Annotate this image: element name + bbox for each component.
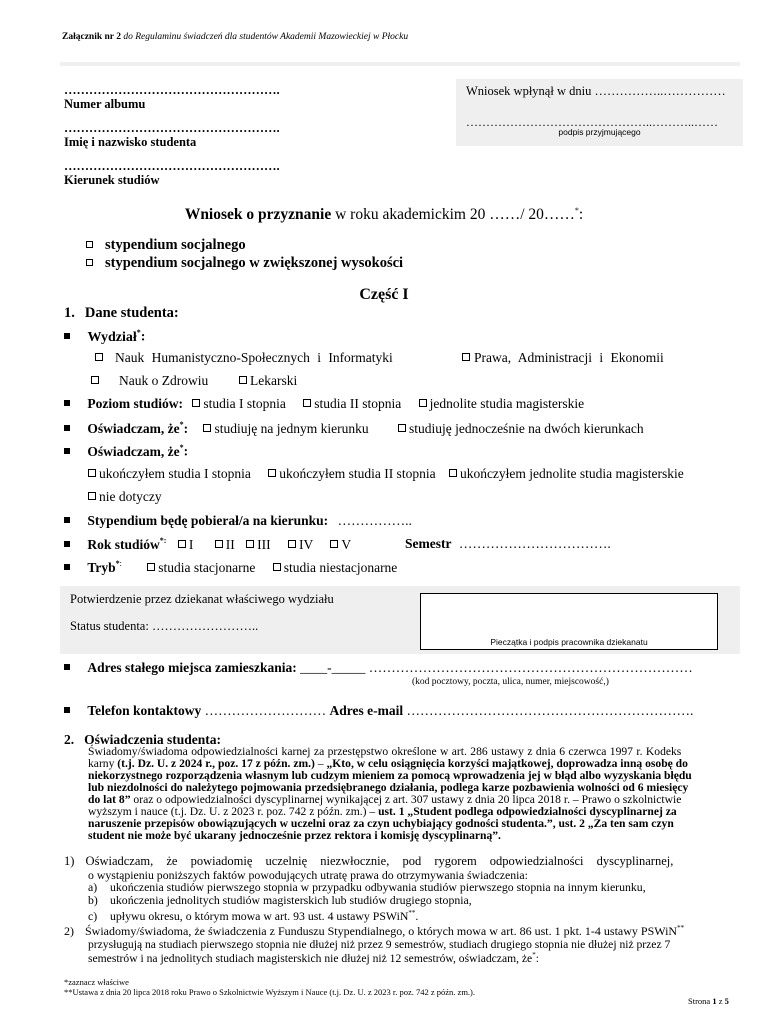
declaration-study-option[interactable] (398, 421, 644, 436)
declaration-completed-colon: : (183, 443, 189, 459)
checkbox-icon[interactable] (86, 241, 93, 248)
declaration-study-colon: : (183, 420, 189, 436)
study-mode-option-label: studia stacjonarne (158, 559, 256, 575)
study-year-footnote-mark: * (159, 536, 164, 545)
header-regulation-title: do Regulaminu świadczeń dla studentów Akademii Mazowieckiej w Płocku (120, 32, 409, 42)
email-label: Adres e-mail (329, 703, 404, 718)
study-year-option[interactable] (215, 537, 235, 552)
statement-line: Świadomy/świadoma odpowiedzialności karnej za przestępstwo określone w art. 286 ustawy z dnia 6 czerwca 1997 r. Kodeks (88, 745, 682, 758)
checkbox-icon[interactable] (273, 563, 281, 571)
scholarship-field-row (64, 513, 412, 529)
checkbox-icon[interactable] (303, 399, 311, 407)
page-number-prefix: Strona (688, 996, 713, 1006)
completed-option[interactable] (449, 466, 684, 481)
faculty-colon: : (140, 329, 146, 345)
completed-option[interactable] (88, 466, 251, 481)
faculty-option-label: Prawa, Administracji i Ekonomii (474, 350, 664, 365)
study-year-option-label: V (341, 536, 352, 552)
study-mode-colon: : (119, 559, 122, 568)
declaration-item-2-continuation (88, 951, 539, 965)
field-of-study-input[interactable]: ……………………………………………. (64, 159, 280, 173)
statement-bold: „Kto, w celu osiągnięcia korzyści majątkowej, doprowadza inną osobę do (326, 757, 688, 770)
sub-item-label: b) (88, 893, 98, 907)
faculty-option-label: Nauk o Zdrowiu (119, 373, 209, 388)
declaration-item-text: Świadomy/świadoma, że świadczenia z Funduszu Stypendialnego, o których mowa w art. 86 ust. 1 pkt. 1-4 ustawy PSWiN (85, 924, 678, 938)
declaration-study-option-label: studiuję jednocześnie na dwóch kierunkach (408, 420, 644, 436)
declaration-study-label: Oświadczam, że (87, 420, 180, 436)
declaration-sub-item (88, 894, 646, 907)
option-increased-social-scholarship-label: stypendium socjalnego w zwiększonej wysokości (105, 255, 404, 271)
application-title-academic-year[interactable]: w roku akademickim 20 ……/ 20…… (331, 206, 575, 224)
postal-code-input[interactable]: ____-_____ (296, 660, 369, 675)
bullet-icon (64, 564, 70, 570)
address-input[interactable]: ……………………………………………………………… (368, 660, 693, 675)
statement-text: karny (88, 757, 118, 770)
application-title-bold: Wniosek o przyznanie (184, 206, 332, 224)
header-attachment-number: Załącznik nr 2 (62, 32, 121, 42)
statement-bold: do lat 8” (88, 793, 131, 806)
checkbox-icon[interactable] (86, 259, 93, 266)
criminal-liability-statement (88, 746, 733, 842)
checkbox-icon[interactable] (419, 399, 427, 407)
study-level-option[interactable] (303, 396, 401, 411)
page-number-separator: z (716, 996, 725, 1006)
received-date-field[interactable]: Wniosek wpłynął w dniu ……………..…………… (466, 84, 726, 98)
study-year-option[interactable] (288, 537, 313, 552)
checkbox-icon[interactable] (91, 376, 99, 384)
footnote-law-reference: **Ustawa z dnia 20 lipca 2018 roku Prawo o Szkolnictwie Wyższym i Nauce (t.j. Dz. U. z 2023 r. poz. 742 z późn. zm.). (64, 987, 476, 997)
checkbox-icon[interactable] (239, 376, 247, 384)
semester-label: Semestr (405, 536, 452, 551)
bullet-icon (64, 517, 70, 523)
checkbox-icon[interactable] (268, 469, 276, 477)
received-date-box (456, 79, 743, 146)
field-of-study-label: Kierunek studiów (64, 173, 160, 187)
document-header (62, 32, 408, 42)
declaration-item-number: 2) (64, 924, 74, 938)
bullet-icon (64, 448, 70, 454)
option-social-scholarship-label: stypendium socjalnego (105, 237, 246, 253)
semester-row (405, 536, 611, 552)
section-number: 1. (64, 305, 75, 321)
student-identification-fields (64, 84, 324, 188)
declaration-item-1-continuation: o wystąpieniu poniższych faktów powodujących utratę prawa do otrzymywania świadczenia: (88, 868, 528, 882)
declaration-completed-footnote-mark: * (179, 443, 184, 452)
application-title-colon: : (578, 206, 584, 224)
scholarship-field-input[interactable]: …………….. (337, 513, 412, 528)
study-level-option-label: jednolite studia magisterskie (429, 396, 585, 411)
study-year-colon: : (163, 536, 167, 545)
section-title: Dane studenta: (84, 305, 179, 321)
completed-option-not-applicable[interactable] (88, 489, 162, 505)
phone-input[interactable]: ……………………… (201, 703, 330, 718)
phone-label: Telefon kontaktowy (87, 703, 202, 718)
study-mode-option[interactable] (147, 560, 255, 575)
checkbox-icon[interactable] (449, 469, 457, 477)
completed-option-label: ukończyłem jednolite studia magisterskie (459, 466, 684, 481)
bullet-icon (64, 707, 70, 713)
checkbox-icon[interactable] (95, 353, 103, 361)
completed-option-label: ukończyłem studia I stopnia (99, 466, 251, 481)
study-level-option-label: studia II stopnia (314, 396, 402, 411)
address-hint: (kod pocztowy, poczta, ulica, numer, miejscowość,) (412, 677, 609, 687)
part-one-heading: Część I (359, 286, 409, 303)
student-name-input[interactable]: ……………………………………………. (64, 121, 280, 135)
header-divider (60, 62, 740, 66)
bullet-icon (64, 664, 70, 670)
statement-line: niekorzystnego rozporządzenia własnym lub cudzym mieniem za pomocą wprowadzenia jej w błąd albo wyzyskania błędu (88, 769, 692, 782)
faculty-label: Wydział (87, 329, 137, 345)
checkbox-icon[interactable] (88, 492, 96, 500)
study-year-label: Rok studiów (87, 536, 160, 552)
semester-input[interactable]: ……………………………. (458, 536, 611, 551)
declaration-item-2-continuation: przysługują na studiach pierwszego stopnia nie dłużej niż przez 9 semestrów, studiach drugiego stopnia nie dłużej niż przez 7 (88, 938, 671, 951)
section-student-data-heading (64, 305, 179, 322)
study-mode-option[interactable] (273, 560, 398, 575)
completed-option-label: ukończyłem studia II stopnia (279, 466, 436, 481)
declaration-item-number: 1) (64, 854, 75, 868)
faculty-row (64, 328, 145, 346)
study-mode-row (64, 559, 397, 576)
sub-item-text: ukończenia jednolitych studiów magisterskich lub studiów drugiego stopnia, (110, 893, 472, 907)
checkbox-icon[interactable] (203, 424, 211, 432)
application-title (0, 206, 768, 224)
study-mode-label: Tryb (87, 559, 116, 575)
page-number-current: 1 (712, 996, 717, 1006)
declaration-sub-item (88, 907, 646, 923)
declaration-completed-label: Oświadczam, że (87, 443, 180, 459)
checkbox-icon[interactable] (462, 353, 470, 361)
declaration-item-tail: : (535, 951, 539, 965)
study-level-label: Poziom studiów: (87, 396, 183, 411)
student-status-field[interactable]: Status studenta: …………………….. (70, 619, 259, 633)
footnote-mark-choice: *zaznacz właściwe (64, 977, 129, 987)
statement-bold: (t.j. Dz. U. z 2024 r., poz. 17 z późn. zm.) (117, 757, 315, 770)
study-level-option[interactable] (419, 396, 584, 411)
declaration-study-row (64, 420, 644, 437)
contact-row (64, 703, 693, 719)
address-label: Adres stałego miejsca zamieszkania: (87, 660, 297, 675)
faculty-option-label: Lekarski (250, 373, 298, 388)
student-name-label: Imię i nazwisko studenta (64, 135, 197, 149)
sub-item-label: c) (88, 908, 98, 923)
application-title-footnote-mark: * (574, 206, 579, 215)
study-year-option[interactable] (178, 537, 194, 552)
statement-text: oraz o odpowiedzialności dyscyplinarnej wynikającej z art. 307 ustawy z dnia 20 lipca 2018 r. – Prawo o szkolnictwie (130, 793, 682, 806)
faculty-footnote-mark: * (136, 328, 141, 337)
dean-office-stamp-label: Pieczątka i podpis pracownika dziekanatu (490, 637, 648, 647)
statement-line: lub niezdolności do należytego pojmowania przedsiębranego działania, podlega karze pozbawienia wolności od 6 miesięcy (88, 781, 689, 794)
page-number (688, 996, 729, 1006)
receiver-signature-label: podpis przyjmującego (558, 127, 641, 137)
declaration-sub-items (88, 881, 646, 923)
checkbox-icon[interactable] (192, 399, 200, 407)
page-number-total: 5 (724, 996, 729, 1006)
study-level-option[interactable] (192, 396, 286, 411)
declaration-item-footnote-mark: * (532, 951, 536, 959)
bullet-icon (64, 333, 70, 339)
declaration-item-1 (64, 854, 673, 869)
bullet-icon (64, 541, 70, 547)
declaration-study-option[interactable] (203, 421, 368, 436)
bullet-icon (64, 425, 70, 431)
declaration-completed-row (64, 443, 188, 460)
study-year-option-label: II (225, 536, 235, 552)
checkbox-icon[interactable] (178, 540, 186, 548)
faculty-option-medical[interactable] (239, 373, 297, 389)
scholarship-field-label: Stypendium będę pobierał/a na kierunku: (87, 513, 329, 528)
sub-item-label: a) (88, 880, 98, 894)
study-year-option[interactable] (330, 537, 351, 552)
declaration-completed-options (88, 466, 684, 482)
checkbox-icon[interactable] (330, 540, 338, 548)
study-year-option-label: III (257, 536, 271, 552)
checkbox-icon[interactable] (398, 424, 406, 432)
study-level-option-label: studia I stopnia (203, 396, 286, 411)
section-title: Oświadczenia studenta: (84, 732, 222, 747)
faculty-option-label: Nauk Humanistyczno-Społecznych i Informatyki (115, 350, 393, 365)
statement-line: student nie może być ukarany jednocześnie przez rektora i komisję dyscyplinarną”. (88, 829, 501, 842)
album-number-label: Numer albumu (64, 97, 146, 111)
faculty-option-humanities[interactable] (95, 350, 393, 366)
checkbox-icon[interactable] (88, 469, 96, 477)
declaration-item-text: Oświadczam, że powiadomię uczelnię niezwłocznie, pod rygorem odpowiedzialności dyscyplinarnej, (85, 854, 674, 868)
checkbox-icon[interactable] (246, 540, 254, 548)
checkbox-icon[interactable] (147, 563, 155, 571)
study-year-option[interactable] (246, 537, 271, 552)
sub-item-tail: . (415, 908, 419, 923)
study-mode-option-label: studia niestacjonarne (283, 559, 398, 575)
sub-item-footnote-mark: ** (408, 909, 416, 917)
option-increased-social-scholarship[interactable] (86, 255, 403, 272)
checkbox-icon[interactable] (215, 540, 223, 548)
dean-office-stamp-area[interactable] (420, 593, 718, 650)
completed-option-label: nie dotyczy (99, 489, 162, 504)
sub-item-text: upływu okresu, o którym mowa w art. 93 ust. 4 ustawy PSWiN (110, 908, 409, 923)
option-social-scholarship[interactable] (86, 237, 246, 254)
dean-office-confirmation-title: Potwierdzenie przez dziekanat właściwego wydziału (70, 592, 334, 606)
study-year-option-label: I (188, 536, 194, 552)
album-number-input[interactable]: ……………………………………………. (64, 83, 280, 97)
statement-bold: ust. 1 „Student podlega odpowiedzialności dyscyplinarnej za (378, 805, 677, 818)
faculty-option-law[interactable] (462, 350, 664, 366)
email-input[interactable]: ………………………………………………………. (403, 703, 694, 718)
declaration-item-2 (64, 924, 684, 939)
declaration-study-footnote-mark: * (179, 420, 184, 429)
statement-text: – (314, 757, 327, 770)
faculty-option-health[interactable] (91, 373, 208, 389)
checkbox-icon[interactable] (288, 540, 296, 548)
address-row (64, 660, 693, 676)
declaration-item-footnote-mark: ** (677, 924, 685, 932)
study-mode-footnote-mark: * (115, 559, 120, 568)
receiver-signature-field[interactable]: ………………………………………..………..…… (466, 115, 718, 129)
bullet-icon (64, 400, 70, 406)
statement-text: wyższym i nauce (t.j. Dz. U. z 2023 r. poz. 742 z późn. zm.) – (88, 805, 379, 818)
sub-item-text: ukończenia studiów pierwszego stopnia w przypadku odbywania studiów pierwszego stopnia na innym kierunku, (110, 880, 646, 894)
declaration-item-text: semestrów i na jednolitych studiach magisterskich nie dłużej niż 12 semestrów, oświadczam, że (88, 951, 533, 965)
study-year-row (64, 536, 351, 553)
completed-option[interactable] (268, 466, 435, 481)
dean-office-confirmation-box (60, 586, 740, 654)
declaration-study-option-label: studiuję na jednym kierunku (214, 420, 369, 436)
study-level-row (64, 396, 584, 412)
statement-line: naruszenie przepisów obowiązujących w uczelni oraz za czyn uchybiający godności studenta.”, ust. 2 „Za ten sam czyn (88, 817, 674, 830)
study-year-option-label: IV (298, 536, 313, 552)
section-number: 2. (64, 732, 75, 747)
